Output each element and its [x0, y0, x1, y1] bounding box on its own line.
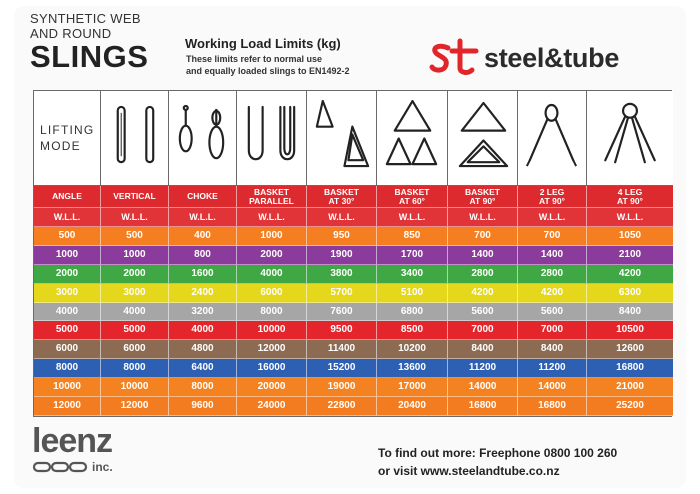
wll-title: Working Load Limits (kg) — [185, 36, 341, 51]
value-row-4-cell-3: 8000 — [237, 303, 307, 322]
value-row-2-cell-6: 2800 — [448, 265, 518, 284]
value-row-1-cell-4: 1900 — [307, 246, 377, 265]
value-row-1-cell-8: 2100 — [587, 246, 673, 265]
value-row-0-cell-8: 1050 — [587, 227, 673, 246]
logo-wordmark: steel&tube — [484, 42, 620, 73]
value-row-2-cell-0: 2000 — [34, 265, 101, 284]
value-row-6-cell-8: 12600 — [587, 340, 673, 359]
value-row-0-cell-2: 400 — [169, 227, 237, 246]
angle-row-cell-0 — [34, 186, 101, 208]
value-row-1-cell-1: 1000 — [101, 246, 169, 265]
value-row-7-cell-4: 15200 — [307, 359, 377, 378]
leenz-inc: inc. — [92, 460, 113, 474]
value-row-9-cell-2: 9600 — [169, 397, 237, 416]
value-row-4-cell-1: 4000 — [101, 303, 169, 322]
value-row-5-cell-6: 7000 — [448, 321, 518, 340]
choke-sling-icon — [169, 91, 237, 186]
value-row-5-cell-7: 7000 — [518, 321, 587, 340]
value-row-4-cell-5: 6800 — [377, 303, 448, 322]
angle-label-line: PARALLEL — [249, 195, 294, 206]
steel-and-tube-logo — [428, 38, 619, 78]
value-row-2-cell-4: 3800 — [307, 265, 377, 284]
value-row-1-cell-3: 2000 — [237, 246, 307, 265]
angle-label-line: BASKET — [394, 186, 430, 197]
value-row-6-cell-6: 8400 — [448, 340, 518, 359]
basket-30-icon — [307, 91, 377, 186]
value-row-7-cell-5: 13600 — [377, 359, 448, 378]
value-row-5-cell-4: 9500 — [307, 321, 377, 340]
four-leg-90-icon — [587, 91, 673, 186]
value-row-9-cell-0: 12000 — [34, 397, 101, 416]
wll-note — [186, 53, 350, 77]
value-row-1-cell-0: 1000 — [34, 246, 101, 265]
value-row-9-cell-6: 16800 — [448, 397, 518, 416]
value-row-6-cell-7: 8400 — [518, 340, 587, 359]
value-row-9-cell-3: 24000 — [237, 397, 307, 416]
value-row-3-cell-4: 5700 — [307, 284, 377, 303]
angle-label-line: VERTICAL — [113, 191, 156, 201]
angle-label-line: AT 60° — [399, 195, 425, 206]
lifting-mode-line-2: MODE — [40, 139, 81, 153]
chain-link-icon — [32, 460, 88, 474]
value-row-0-cell-6: 700 — [448, 227, 518, 246]
angle-row-cell-2 — [169, 186, 237, 208]
value-row-2-cell-3: 4000 — [237, 265, 307, 284]
value-row-8-cell-1: 10000 — [101, 378, 169, 397]
value-row-8-cell-2: 8000 — [169, 378, 237, 397]
value-row-9-cell-1: 12000 — [101, 397, 169, 416]
value-row-5-cell-8: 10500 — [587, 321, 673, 340]
wll-row-cell-3: W.L.L. — [237, 208, 307, 227]
angle-row-cell-8 — [587, 186, 673, 208]
value-row-8-cell-7: 14000 — [518, 378, 587, 397]
value-row-7-cell-2: 6400 — [169, 359, 237, 378]
angle-label-line: BASKET — [465, 186, 500, 197]
contact-line-web: or visit www.steelandtube.co.nz — [378, 464, 560, 478]
value-row-3-cell-1: 3000 — [101, 284, 169, 303]
value-row-9-cell-4: 22800 — [307, 397, 377, 416]
value-row-6-cell-0: 6000 — [34, 340, 101, 359]
value-row-8-cell-0: 10000 — [34, 378, 101, 397]
value-row-7-cell-6: 11200 — [448, 359, 518, 378]
value-row-1-cell-2: 800 — [169, 246, 237, 265]
basket-90-icon — [448, 91, 518, 186]
value-row-4-cell-8: 8400 — [587, 303, 673, 322]
wll-row-cell-1: W.L.L. — [101, 208, 169, 227]
title-slings: SLINGS — [30, 39, 149, 74]
value-row-5-cell-2: 4000 — [169, 321, 237, 340]
angle-label-line: 4 LEG — [617, 186, 643, 197]
two-leg-90-icon — [518, 91, 587, 186]
value-row-0-cell-0: 500 — [34, 227, 101, 246]
value-row-6-cell-4: 11400 — [307, 340, 377, 359]
value-row-9-cell-7: 16800 — [518, 397, 587, 416]
value-row-0-cell-4: 950 — [307, 227, 377, 246]
value-row-3-cell-3: 6000 — [237, 284, 307, 303]
value-row-4-cell-7: 5600 — [518, 303, 587, 322]
angle-row-cell-3 — [237, 186, 307, 208]
value-row-5-cell-3: 10000 — [237, 321, 307, 340]
angle-label-line: BASKET — [254, 186, 289, 197]
leenz-wordmark: leenz — [32, 422, 113, 460]
value-row-8-cell-8: 21000 — [587, 378, 673, 397]
value-row-6-cell-2: 4800 — [169, 340, 237, 359]
value-row-2-cell-5: 3400 — [377, 265, 448, 284]
value-row-0-cell-5: 850 — [377, 227, 448, 246]
wll-table — [33, 90, 672, 417]
value-row-3-cell-5: 5100 — [377, 284, 448, 303]
title-line-2: AND ROUND — [30, 26, 112, 41]
contact-info — [378, 444, 617, 480]
st-logo-mark-icon — [428, 38, 480, 78]
value-row-3-cell-6: 4200 — [448, 284, 518, 303]
value-row-7-cell-8: 16800 — [587, 359, 673, 378]
product-title — [30, 12, 148, 72]
value-row-2-cell-8: 4200 — [587, 265, 673, 284]
title-line-1: SYNTHETIC WEB — [30, 11, 141, 26]
value-row-7-cell-3: 16000 — [237, 359, 307, 378]
value-row-5-cell-5: 8500 — [377, 321, 448, 340]
value-row-2-cell-1: 2000 — [101, 265, 169, 284]
value-row-0-cell-3: 1000 — [237, 227, 307, 246]
angle-label-line: BASKET — [324, 186, 359, 197]
contact-line-phone: To find out more: Freephone 0800 100 260 — [378, 446, 618, 460]
basket-60-icon — [377, 91, 448, 186]
value-row-1-cell-5: 1700 — [377, 246, 448, 265]
value-row-4-cell-6: 5600 — [448, 303, 518, 322]
angle-row-cell-1 — [101, 186, 169, 208]
value-row-7-cell-0: 8000 — [34, 359, 101, 378]
vertical-sling-icon — [101, 91, 169, 186]
wll-note-line-2: and equally loaded slings to EN1492-2 — [186, 66, 350, 76]
value-row-8-cell-5: 17000 — [377, 378, 448, 397]
value-row-2-cell-2: 1600 — [169, 265, 237, 284]
value-row-4-cell-0: 4000 — [34, 303, 101, 322]
value-row-8-cell-3: 20000 — [237, 378, 307, 397]
wll-row-cell-8: W.L.L. — [587, 208, 673, 227]
value-row-3-cell-7: 4200 — [518, 284, 587, 303]
angle-label-line: AT 90° — [469, 195, 496, 206]
value-row-0-cell-7: 700 — [518, 227, 587, 246]
angle-row-cell-5 — [377, 186, 448, 208]
wll-note-line-1: These limits refer to normal use — [186, 54, 323, 64]
value-row-3-cell-8: 6300 — [587, 284, 673, 303]
wll-row-cell-5: W.L.L. — [377, 208, 448, 227]
lifting-mode-line-1: LIFTING — [40, 123, 95, 137]
angle-label-line: ANGLE — [52, 191, 82, 201]
value-row-3-cell-2: 2400 — [169, 284, 237, 303]
value-row-8-cell-6: 14000 — [448, 378, 518, 397]
angle-label-line: 2 LEG — [539, 186, 565, 197]
value-row-4-cell-2: 3200 — [169, 303, 237, 322]
wll-row-cell-4: W.L.L. — [307, 208, 377, 227]
angle-label-line: AT 90° — [617, 195, 643, 206]
value-row-1-cell-6: 1400 — [448, 246, 518, 265]
wll-row-cell-7: W.L.L. — [518, 208, 587, 227]
value-row-0-cell-1: 500 — [101, 227, 169, 246]
value-row-1-cell-7: 1400 — [518, 246, 587, 265]
angle-row-cell-4 — [307, 186, 377, 208]
value-row-7-cell-1: 8000 — [101, 359, 169, 378]
leenz-logo — [32, 424, 113, 474]
value-row-4-cell-4: 7600 — [307, 303, 377, 322]
angle-row-cell-7 — [518, 186, 587, 208]
value-row-6-cell-5: 10200 — [377, 340, 448, 359]
value-row-9-cell-8: 25200 — [587, 397, 673, 416]
angle-label-line: CHOKE — [187, 191, 218, 201]
value-row-6-cell-1: 6000 — [101, 340, 169, 359]
wll-row-cell-0: W.L.L. — [34, 208, 101, 227]
lifting-mode-label — [34, 91, 101, 186]
basket-parallel-icon — [237, 91, 307, 186]
value-row-9-cell-5: 20400 — [377, 397, 448, 416]
wll-row-cell-2: W.L.L. — [169, 208, 237, 227]
value-row-3-cell-0: 3000 — [34, 284, 101, 303]
angle-label-line: AT 90° — [539, 195, 565, 206]
value-row-8-cell-4: 19000 — [307, 378, 377, 397]
angle-label-line: AT 30° — [328, 195, 355, 206]
wll-row-cell-6: W.L.L. — [448, 208, 518, 227]
value-row-5-cell-0: 5000 — [34, 321, 101, 340]
value-row-7-cell-7: 11200 — [518, 359, 587, 378]
angle-row-cell-6 — [448, 186, 518, 208]
value-row-2-cell-7: 2800 — [518, 265, 587, 284]
value-row-6-cell-3: 12000 — [237, 340, 307, 359]
value-row-5-cell-1: 5000 — [101, 321, 169, 340]
